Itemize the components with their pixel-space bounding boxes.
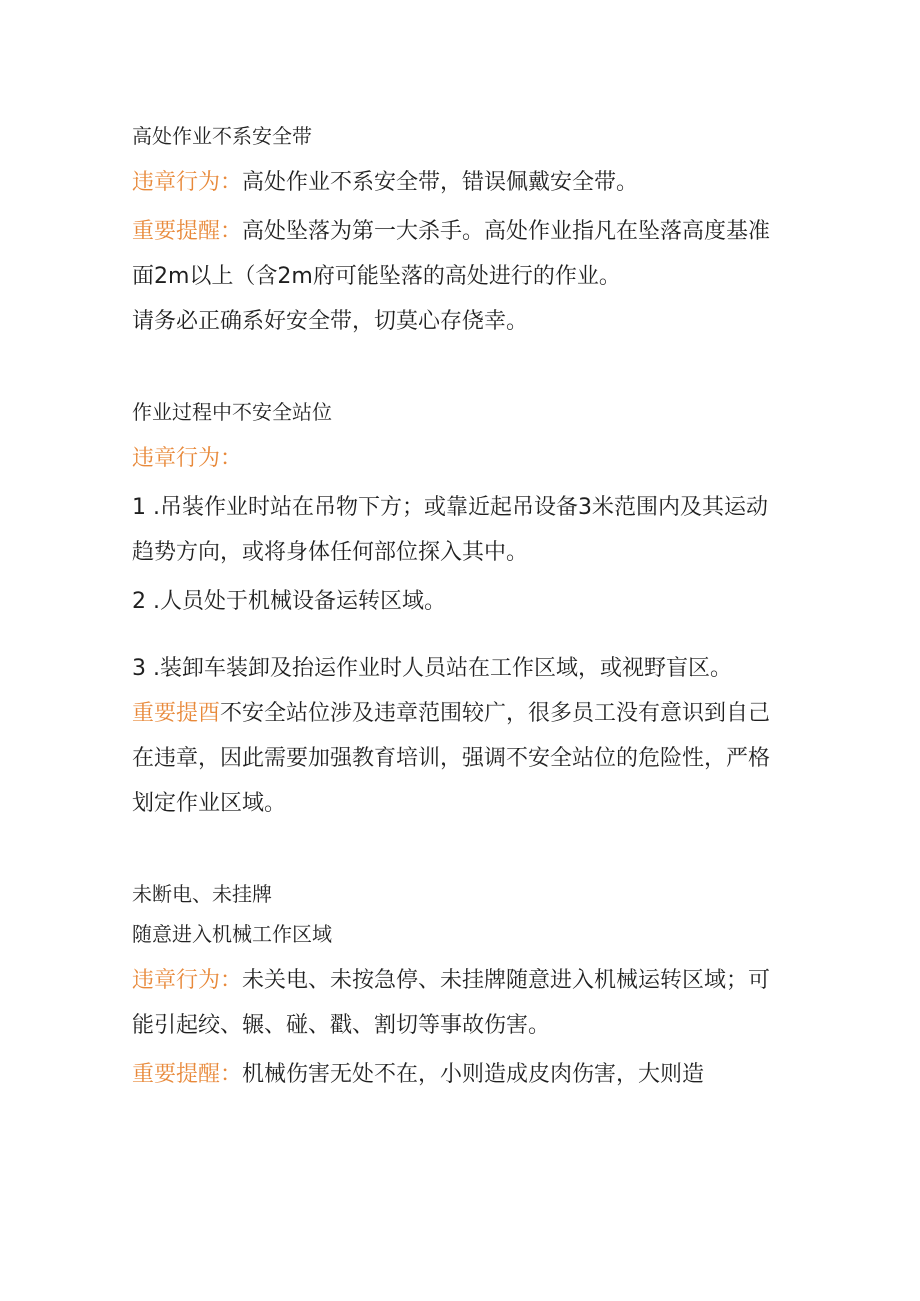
reminder-label: 重要提醒： bbox=[132, 219, 243, 244]
violation-text: 高处作业不系安全带，错误佩戴安全带。 bbox=[242, 170, 639, 195]
violation-label: 违章行为： bbox=[132, 446, 243, 471]
reminder-label: 重要提醒： bbox=[132, 1062, 243, 1087]
reminder-label: 重要提酉 bbox=[132, 701, 221, 726]
violation-paragraph bbox=[132, 436, 788, 481]
violation-label: 违章行为： bbox=[132, 170, 243, 195]
reminder-text: 高处坠落为第一大杀手。高处作业指凡在坠落高度基准面2m以上（含2m府可能坠落的高处进行的作业。 bbox=[132, 219, 771, 289]
closing-paragraph: 请务必正确系好安全带，切莫心存侥幸。 bbox=[132, 309, 529, 334]
reminder-text: 机械伤害无处不在，小则造成皮肉伤害，大则造 bbox=[242, 1062, 705, 1087]
item-gap bbox=[132, 624, 788, 646]
list-item: 2 .人员处于机械设备运转区域。 bbox=[132, 589, 446, 614]
violation-paragraph bbox=[132, 958, 788, 1048]
violation-text: 未关电、未按急停、未挂牌随意进入机械运转区域；可能引起绞、辗、碰、戳、割切等事故伤害。 bbox=[132, 968, 771, 1038]
reminder-text: 不安全站位涉及违章范围较广，很多员工没有意识到自己在违章，因此需要加强教育培训，强调不安全站位的危险性，严格划定作业区域。 bbox=[132, 701, 771, 816]
section-title-no-power-off: 未断电、未挂牌 bbox=[132, 882, 272, 906]
reminder-paragraph bbox=[132, 209, 788, 299]
section-title-fall-protection: 高处作业不系安全带 bbox=[132, 124, 312, 148]
section-title-unsafe-position: 作业过程中不安全站位 bbox=[132, 400, 332, 424]
section-gap bbox=[132, 344, 788, 392]
violation-label: 违章行为： bbox=[132, 968, 243, 993]
violation-paragraph bbox=[132, 160, 788, 205]
section-subtitle-machine-area: 随意进入机械工作区域 bbox=[132, 922, 332, 946]
reminder-paragraph bbox=[132, 1052, 788, 1097]
section-gap bbox=[132, 826, 788, 874]
reminder-paragraph bbox=[132, 691, 788, 826]
list-item: 1 .吊装作业时站在吊物下方；或靠近起吊设备3米范围内及其运动趋势方向，或将身体任何部位探入其中。 bbox=[132, 495, 768, 565]
list-item: 3 .装卸车装卸及抬运作业时人员站在工作区域，或视野盲区。 bbox=[132, 656, 732, 681]
